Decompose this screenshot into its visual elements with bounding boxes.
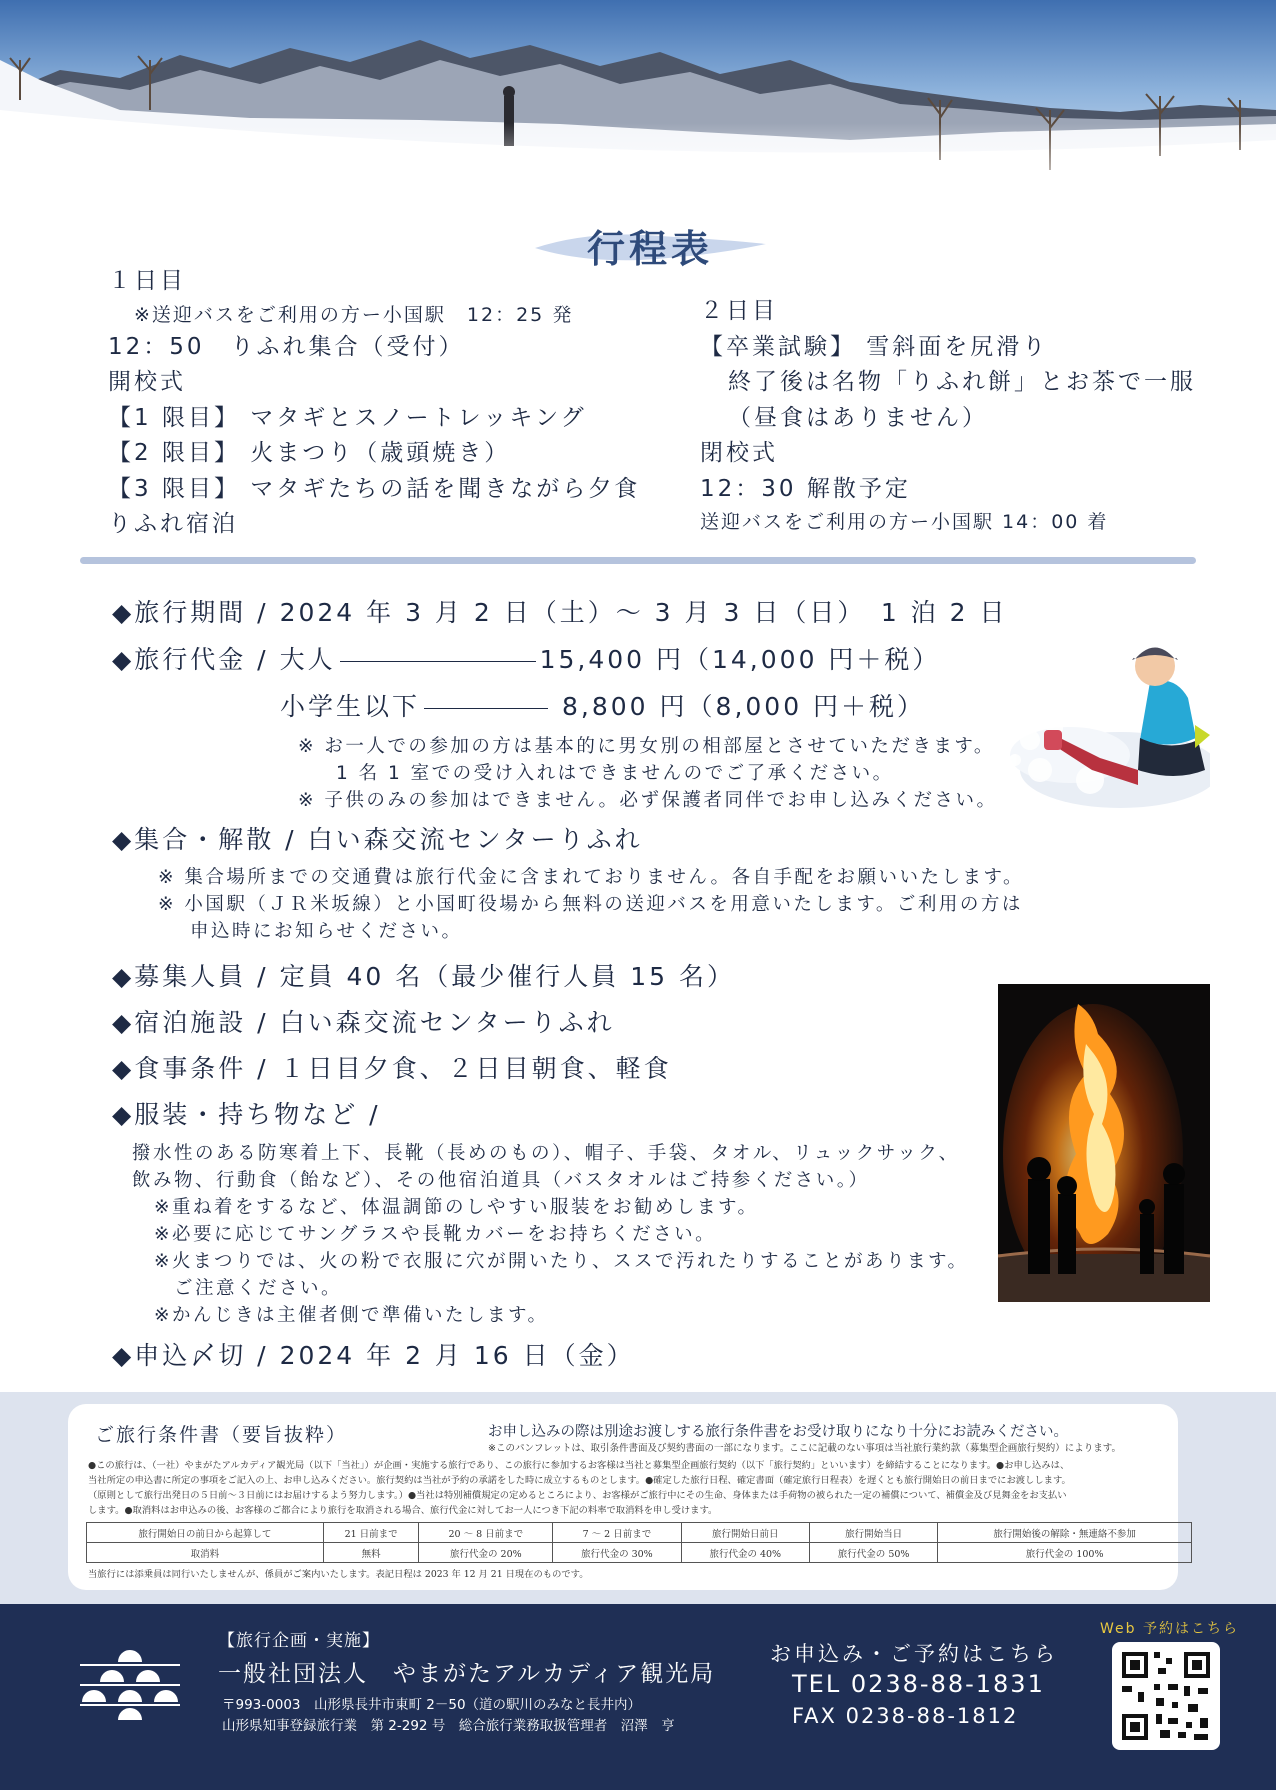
table-cell: 旅行代金の 50% (809, 1543, 937, 1563)
leader-line (424, 708, 548, 709)
clothing-line: 撥水性のある防寒着上下、長靴（長めのもの）、帽子、手袋、タオル、リュックサック、 (132, 1143, 960, 1164)
table-cell: 旅行代金の 30% (553, 1543, 681, 1563)
mountain-banner-photo (0, 0, 1276, 205)
meeting-value: 白い森交流センターりふれ (307, 825, 643, 854)
clothing-line: 飲み物、行動食（飴など）、その他宿泊道具（バスタオルはご持参ください。） (132, 1170, 870, 1191)
table-cell: 旅行開始後の解除・無連絡不参加 (938, 1523, 1192, 1543)
price-note: ※ お一人での参加の方は基本的に男女別の相部屋とさせていただきます。 (298, 736, 995, 757)
clothing-line: ご注意ください。 (174, 1278, 343, 1299)
price-row (112, 640, 940, 676)
table-cell: 旅行代金の 40% (681, 1543, 809, 1563)
price-label: ◆旅行代金 / (112, 645, 269, 674)
day2-item: 閉校式 (700, 440, 778, 466)
deadline-row (112, 1336, 635, 1372)
price-adult-value: 15,400 円（14,000 円＋税） (539, 645, 941, 674)
qr-code-icon[interactable] (1112, 1642, 1220, 1750)
org-registration: 山形県知事登録旅行業 第 2-292 号 総合旅行業務取扱管理者 沼澤 亨 (222, 1718, 675, 1734)
conditions-line: 当社所定の申込書に所定の事項をご記入の上、お申し込みください。旅行契約は当社が予約の承諾をした時に成立するものとします。●確定した旅行日程、確定書面（確定旅行日程表）を遅くとも旅行開始日の前日までにお渡しします。 (88, 1475, 1071, 1486)
meals-label: ◆食事条件 / (112, 1054, 269, 1083)
period-row (112, 593, 1007, 629)
conditions-line: （原則として旅行出発日の５日前～３日前にはお届けするよう努力します。）●当社は特別補償規定の定めるところにより、お客様がご旅行中にその生命、身体または手荷物の被られた一定の補償について、補償金及び見舞金をお支払い (88, 1490, 1067, 1501)
table-cell: 旅行開始日前日 (681, 1523, 809, 1543)
table-row (87, 1523, 1192, 1543)
table-cell: 旅行代金の 20% (419, 1543, 553, 1563)
lodging-label: ◆宿泊施設 / (112, 1008, 269, 1037)
price-note: ※ 子供のみの参加はできません。必ず保護者同伴でお申し込みください。 (298, 790, 998, 811)
table-cell: 取消料 (87, 1543, 324, 1563)
clothing-line: ※必要に応じてサングラスや長靴カバーをお持ちください。 (154, 1224, 717, 1245)
contact-tel[interactable]: TEL 0238-88-1831 (792, 1670, 1045, 1698)
web-label: Web 予約はこちら (1100, 1621, 1239, 1637)
day1-item: 【3 限目】 マタギたちの話を聞きながら夕食 (108, 475, 641, 502)
price-note: 1 名 1 室での受け入れはできませんのでご了承ください。 (336, 763, 894, 784)
day1-label: １日目 (108, 268, 186, 294)
org-address: 〒993-0003 山形県長井市東町 2－50（道の駅川のみなと長井内） (222, 1697, 642, 1713)
day2-label: ２日目 (700, 298, 778, 324)
conditions-line: します。●取消料はお申込みの後、お客様のご都合により旅行を取消される場合、旅行代金に対してお一人につき下記の料率で取消料を申し受けます。 (88, 1505, 718, 1516)
section-divider (80, 557, 1196, 564)
day1-item: 開校式 (108, 369, 186, 395)
lodging-row (112, 1003, 615, 1039)
clothing-line: ※重ね着をするなど、体温調節のしやすい服装をお勧めします。 (154, 1197, 759, 1218)
lodging-value: 白い森交流センターりふれ (279, 1008, 615, 1037)
day1-item: 12：50 りふれ集合（受付） (108, 333, 465, 360)
capacity-value: 定員 40 名（最少催行人員 15 名） (279, 962, 735, 991)
sledding-child-photo (1000, 620, 1210, 810)
table-cell: 旅行開始当日 (809, 1523, 937, 1543)
clothing-label: ◆服装・持ち物など / (112, 1100, 381, 1129)
cancellation-table (86, 1522, 1192, 1563)
meeting-note: ※ 集合場所までの交通費は旅行代金に含まれておりません。各自手配をお願いいたします。 (158, 867, 1025, 888)
deadline-value: 2024 年 2 月 16 日（金） (279, 1341, 635, 1370)
org-name: 一般社団法人 やまがたアルカディア観光局 (218, 1661, 716, 1687)
table-cell: 7 ～ 2 日前まで (553, 1523, 681, 1543)
price-adult-label: 大人 (279, 645, 336, 674)
contact-fax: FAX 0238-88-1812 (792, 1704, 1019, 1728)
conditions-foot: 当旅行には添乗員は同行いたしませんが、係員がご案内いたします。表記日程は 2023 年 12 月 21 日現在のものです。 (88, 1569, 589, 1580)
clothing-line: ※かんじきは主催者側で準備いたします。 (154, 1305, 549, 1326)
conditions-body (88, 1458, 1192, 1518)
day1-bus-note: ※送迎バスをご利用の方ー小国駅 12：25 発 (134, 303, 574, 326)
day2-item: 終了後は名物「りふれ餅」とお茶で一服 (728, 369, 1196, 395)
price-child-value: 8,800 円（8,000 円＋税） (562, 692, 926, 721)
leader-line (340, 661, 536, 662)
conditions-line: ●この旅行は、（一社）やまがたアルカディア観光局（以下「当社」）が企画・実施する旅行であり、この旅行に参加するお客様は当社と募集型企画旅行契約（以下「旅行契約」といいます）を締結することになります。●お申し込みは、 (88, 1460, 1070, 1471)
price-child-label: 小学生以下 (280, 692, 421, 721)
conditions-lead-sub: ※このパンフレットは、取引条件書面及び契約書面の一部になります。ここに記載のない事項は当社旅行業約款（募集型企画旅行契約）によります。 (488, 1443, 1121, 1454)
table-cell: 無料 (323, 1543, 419, 1563)
meeting-notes (158, 864, 1024, 945)
conditions-lead: お申し込みの際は別途お渡しする旅行条件書をお受け取りになり十分にお読みください。 (488, 1424, 1068, 1440)
meals-row (112, 1049, 672, 1085)
clothing-line: ※火まつりでは、火の粉で衣服に穴が開いたり、ススで汚れたりすることがあります。 (154, 1251, 969, 1272)
day2-item: 【卒業試験】 雪斜面を尻滑り (700, 333, 1049, 360)
day1-item: 【2 限目】 火まつり（歳頭焼き） (108, 440, 511, 466)
clothing-row (112, 1095, 381, 1131)
capacity-label: ◆募集人員 / (112, 962, 269, 991)
period-value: 2024 年 3 月 2 日（土）～ 3 月 3 日（日） 1 泊 2 日 (279, 598, 1008, 627)
price-child-row (280, 687, 925, 723)
price-notes (298, 733, 998, 814)
day1-item: 【1 限目】 マタギとスノートレッキング (108, 404, 587, 431)
org-label: 【旅行企画・実施】 (218, 1631, 380, 1651)
meeting-label: ◆集合・解散 / (112, 825, 297, 854)
meals-value: １日目夕食、２日目朝食、軽食 (279, 1054, 672, 1083)
table-cell: 20 ～ 8 日前まで (419, 1523, 553, 1543)
day1-item: りふれ宿泊 (108, 511, 238, 537)
meeting-row (112, 820, 643, 856)
period-label: ◆旅行期間 / (112, 598, 269, 627)
table-cell: 21 日前まで (323, 1523, 419, 1543)
capacity-row (112, 957, 735, 993)
day2-item: （昼食はありません） (728, 404, 988, 431)
day2-block (700, 294, 1200, 537)
table-row (87, 1543, 1192, 1563)
clothing-notes (132, 1140, 969, 1329)
meeting-note: 申込時にお知らせください。 (190, 921, 463, 942)
bonfire-photo (998, 984, 1210, 1302)
table-cell: 旅行代金の 100% (938, 1543, 1192, 1563)
agency-logo-icon (80, 1642, 180, 1722)
day2-item: 12：30 解散予定 (700, 475, 911, 502)
meeting-note: ※ 小国駅（ＪＲ米坂線）と小国町役場から無料の送迎バスを用意いたします。ご利用の方は (158, 894, 1023, 915)
day1-block (108, 264, 668, 543)
contact-title: お申込み・ご予約はこちら (770, 1642, 1058, 1666)
day2-bus-note: 送迎バスをご利用の方ー小国駅 14：00 着 (700, 511, 1109, 533)
schedule-title-text: 行程表 (586, 227, 713, 271)
conditions-title: ご旅行条件書（要旨抜粋） (95, 1424, 348, 1446)
deadline-label: ◆申込〆切 / (112, 1341, 269, 1370)
table-cell: 旅行開始日の前日から起算して (87, 1523, 324, 1543)
